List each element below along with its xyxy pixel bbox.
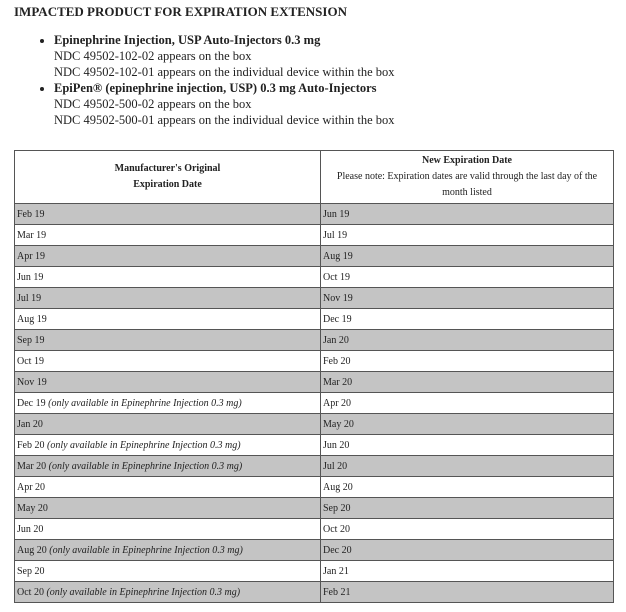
new-date-cell: Aug 20 [321, 477, 614, 498]
original-date-cell [15, 393, 321, 414]
new-date-cell: Jul 19 [321, 225, 614, 246]
original-date-cell [15, 498, 321, 519]
availability-note: (only available in Epinephrine Injection 0.3 mg) [49, 544, 243, 556]
new-date-cell: Dec 19 [321, 309, 614, 330]
original-date: Jan 20 [17, 418, 43, 430]
table-row [15, 246, 614, 267]
table-row [15, 456, 614, 477]
section-heading: IMPACTED PRODUCT FOR EXPIRATION EXTENSION [14, 4, 347, 19]
table-row [15, 519, 614, 540]
table-row [15, 309, 614, 330]
table-row [15, 372, 614, 393]
new-date-header [321, 151, 614, 204]
product-name: • Epinephrine Injection, USP Auto-Injectors 0.3 mg [54, 33, 321, 47]
product-name: • EpiPen® (epinephrine injection, USP) 0.3 mg Auto-Injectors [54, 81, 377, 95]
product-item [54, 80, 395, 128]
product-list [14, 32, 395, 128]
table-row [15, 204, 614, 225]
table-row [15, 351, 614, 372]
original-date: Apr 19 [17, 250, 46, 262]
ndc-line: NDC 49502-102-01 appears on the individual device within the box [54, 65, 395, 79]
table-row [15, 435, 614, 456]
original-date: Jun 19 [17, 271, 44, 283]
header-line: Manufacturer's Original [114, 163, 221, 174]
original-date: Jul 19 [17, 292, 42, 304]
table-row [15, 414, 614, 435]
original-date-cell [15, 519, 321, 540]
availability-note: (only available in Epinephrine Injection 0.3 mg) [48, 397, 242, 409]
new-date-cell: Apr 20 [321, 393, 614, 414]
availability-note: (only available in Epinephrine Injection 0.3 mg) [46, 586, 241, 598]
new-date-cell: Nov 19 [321, 288, 614, 309]
product-item [54, 32, 395, 80]
original-date: Apr 20 [17, 481, 46, 493]
original-date: Sep 20 [17, 565, 45, 577]
original-date-cell [15, 456, 321, 477]
new-date-cell: Jun 20 [321, 435, 614, 456]
original-date: Feb 19 [17, 208, 45, 220]
original-date: Mar 19 [17, 229, 47, 241]
new-date-cell: May 20 [321, 414, 614, 435]
header-line: New Expiration Date [422, 155, 512, 166]
new-date-cell: Jan 20 [321, 330, 614, 351]
table-row [15, 561, 614, 582]
original-date-cell [15, 309, 321, 330]
original-date: Aug 20 [17, 544, 47, 556]
new-date-cell: Jun 19 [321, 204, 614, 225]
new-date-cell: Dec 20 [321, 540, 614, 561]
original-date-cell [15, 561, 321, 582]
original-date-cell [15, 477, 321, 498]
original-date-cell [15, 246, 321, 267]
original-date: Mar 20 [17, 460, 47, 472]
ndc-line: NDC 49502-500-01 appears on the individual device within the box [54, 113, 395, 127]
original-date-cell [15, 225, 321, 246]
table-row [15, 225, 614, 246]
original-date-cell [15, 204, 321, 225]
new-date-cell: Oct 19 [321, 267, 614, 288]
original-date-cell [15, 351, 321, 372]
table-row [15, 498, 614, 519]
original-date: Aug 19 [17, 313, 47, 325]
availability-note: (only available in Epinephrine Injection 0.3 mg) [47, 439, 241, 451]
ndc-line: NDC 49502-102-02 appears on the box [54, 49, 252, 63]
table-row [15, 288, 614, 309]
original-date: Sep 19 [17, 334, 45, 346]
original-date-cell [15, 267, 321, 288]
original-date: Oct 20 [17, 586, 44, 598]
header-note: Please note: Expiration dates are valid through the last day of the month listed [336, 171, 598, 198]
table-row [15, 540, 614, 561]
header-line: Expiration Date [133, 179, 202, 190]
original-date-cell [15, 435, 321, 456]
new-date-cell: Oct 20 [321, 519, 614, 540]
table-row [15, 582, 614, 603]
table-row [15, 477, 614, 498]
new-date-cell: Sep 20 [321, 498, 614, 519]
original-date: Feb 20 [17, 439, 45, 451]
original-date: Dec 19 [17, 397, 46, 409]
expiration-table [14, 150, 614, 603]
original-date-cell [15, 414, 321, 435]
original-date-cell [15, 372, 321, 393]
original-date: Nov 19 [17, 376, 47, 388]
table-row [15, 330, 614, 351]
original-date: Oct 19 [17, 355, 44, 367]
table-row [15, 267, 614, 288]
new-date-cell: Feb 21 [321, 582, 614, 603]
original-date: Jun 20 [17, 523, 44, 535]
table-row [15, 393, 614, 414]
new-date-cell: Jan 21 [321, 561, 614, 582]
new-date-cell: Aug 19 [321, 246, 614, 267]
ndc-line: NDC 49502-500-02 appears on the box [54, 97, 252, 111]
original-date-cell [15, 582, 321, 603]
new-date-cell: Jul 20 [321, 456, 614, 477]
original-date-cell [15, 330, 321, 351]
original-date: May 20 [17, 502, 48, 514]
new-date-cell: Mar 20 [321, 372, 614, 393]
availability-note: (only available in Epinephrine Injection 0.3 mg) [48, 460, 243, 472]
original-date-cell [15, 540, 321, 561]
original-date-cell [15, 288, 321, 309]
original-date-header [15, 151, 321, 204]
new-date-cell: Feb 20 [321, 351, 614, 372]
